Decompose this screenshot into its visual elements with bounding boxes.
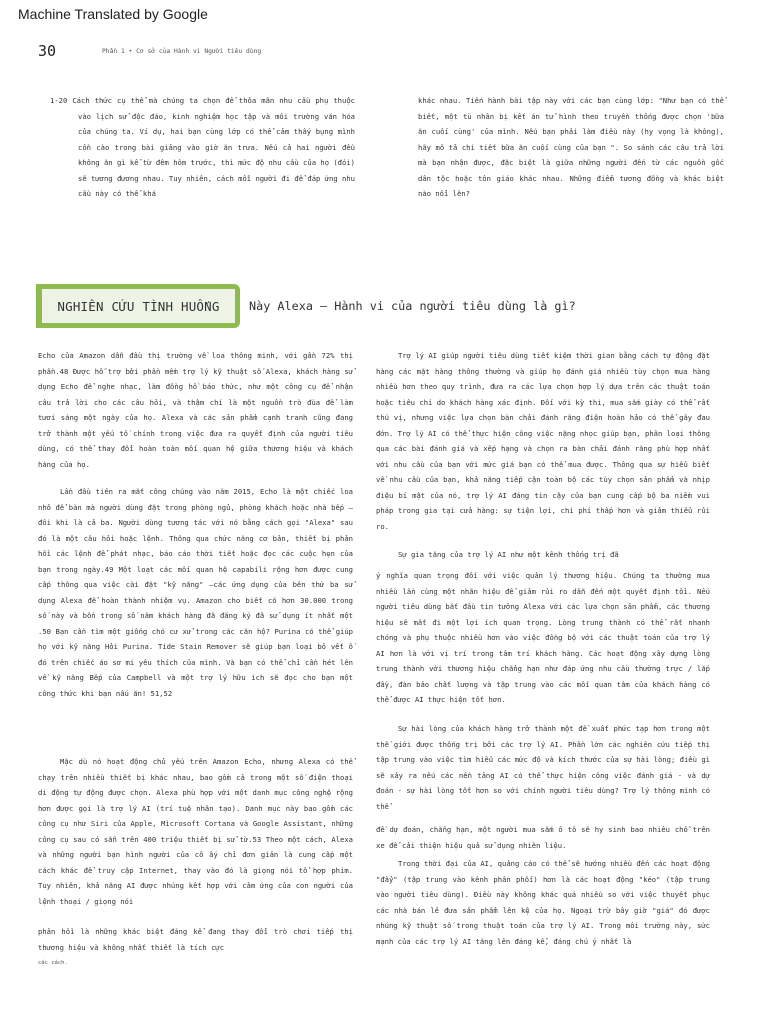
right-paragraph-5: đề dự đoán, chẳng hạn, một người mua sắm ô tô sẽ hy sinh bao nhiêu chỗ trên xe để cải thiện hiệu quả sử dụng nhiên liệu. [376,825,710,850]
exercise-text-left: 1-20 Cách thức cụ thể mà chúng ta chọn để thỏa mãn nhu cầu phụ thuộc vào lịch sử độc đáo, kinh nghiệm học tập và môi trường văn hóa của chúng ta. Ví dụ, hai bạn cùng lớp có thể cảm thấy bụng mình cồn cào trong bài giảng vào giờ ăn trưa. Nếu cả hai người đều không ăn gì kể từ đêm hôm trước, thì mức độ nhu cầu của họ (đói) sẽ tương đương nhau. Tuy nhiên, cách mỗi người đi để đáp ứng nhu cầu này có thể khá [50,96,355,198]
left-paragraph-1: Echo của Amazon dẫn đầu thị trường về loa thông minh, với gần 72% thị phần.48 Được hỗ trợ bởi phần mềm trợ lý kỹ thuật số Alexa, khách hàng sử dụng Echo để nghe nhạc, làm đồng hồ báo thức, như một công cụ để nhận câu trả lời cho các câu hỏi, và thậm chí là một nguồn trò đùa để làm tươi sáng một ngày của họ. Alexa và các sản phẩm cạnh tranh cũng đang trở thành một yếu tố chính trong việc đưa ra quyết định của người tiêu dùng, có thể thay đổi hoàn toàn mối quan hệ giữa thương hiệu và khách hàng của họ. [38,351,353,469]
right-paragraph-3: ý nghĩa quan trọng đối với việc quản lý thương hiệu. Chúng ta thường mua nhiều lần cùng một nhãn hiệu để giảm rủi ro dẫn đến một quyết định tồi. Nếu người tiêu dùng bắt đầu tin tưởng Alexa với các lựa chọn sản phẩm, các thương hiệu sẽ mất đi một lợi ích quan trọng. Lòng trung thành có thể rất nhanh chóng và phụ thuộc nhiều hơn vào việc đồng bộ với các thuật toán của trợ lý AI hơn là với vị trí trong tâm trí khách hàng. Các hoạt động xây dựng lòng trung thành với thương hiệu chẳng hạn như đáp ứng nhu cầu thường trực / lắp đầy, đàn bảo chất lượng và tập trung vào các mối quan tâm của khách hàng có thể được AI thực hiện tốt hơn. [376,571,710,704]
left-paragraph-4: phản hồi là những khác biệt đáng kể đang thay đổi trò chơi tiếp thị thương hiệu và không nhất thiết là tích cực [38,927,353,952]
case-study-label: NGHIÊN CỨU TÌNH HUỐNG [57,298,220,314]
right-paragraph-4: Sự hài lòng của khách hàng trở thành một đề xuất phức tạp hơn trong một thế giới được thống trị bởi các trợ lý AI. Phần lớn các nghiên cứu tiếp thị tập trung vào việc tìm hiểu các mức độ và kích thước của sự hài lòng; điều gì sẽ xảy ra nếu các nền tảng AI có thể thực hiện công việc đánh giá - và dự đoán - sự hài lòng tốt hơn so với chính người tiêu dùng? Trợ lý thông minh có thể [376,724,710,811]
running-head: Phần 1 • Cơ sở của Hành vi Người tiêu dùng [102,48,262,55]
right-paragraph-2: Sự gia tăng của trợ lý AI như một kênh thống trị đã [398,550,619,559]
right-paragraph-1: Trợ lý AI giúp người tiêu dùng tiết kiệm thời gian bằng cách tự động đặt hàng các mặt hàng thông thường và giúp họ đánh giá nhiều tùy chọn mua hàng nhiều hơn theo quy trình, đưa ra các lựa chọn hợp lý dựa trên các thuật toán hoặc tiêu chí do khách hàng xác định. Đối với kỳ thi, mua sắm giày có thể rất thú vị, nhưng việc lựa chọn bàn chải đánh răng điện hoàn hảo có thể gây đau đớn. Trợ lý AI có thể thực hiện công việc nặng nhọc giúp bạn, phân loại thông qua các bài đánh giá và xếp hạng và chọn ra bàn chải đánh răng phù hợp nhất với nhu cầu của bạn với mức giá bạn có thể mua được. Thông qua sự hiểu biết về nhu cầu của bạn, khả năng tiếp cận toàn bộ các tùy chọn sản phẩm và nhịp điệu bí mật của nó, trợ lý AI đáng tin cậy của bạn cung cấp bộ ba niềm vui pháp trong gia tại cửa hàng: sự tiện lợi, chi phí thấp hơn và giảm thiểu rủi ro. [376,351,710,531]
right-paragraph-6: Trong thời đại của AI, quảng cáo có thể sẽ hướng nhiều đến các hoạt động "đẩy" (tập trung vào kênh phân phối) hơn là các hoạt động "kéo" (tập trung vào người tiêu dùng). Điều này không khác quá nhiều so với việc thuyết phục các nhà bán lẻ đưa sản phẩm lên kệ của họ. Ngoại trừ bây giờ "giá" đó được nhúng kỹ thuật số trong thuật toán của trợ lý AI. Trong môi trường này, sức mạnh của các trợ lý AI tăng lên đáng kể, đáng chú ý nhất là [376,859,710,946]
page-number: 30 [38,42,57,60]
translation-banner: Machine Translated by Google [18,6,208,22]
left-fragment: các cách. [38,960,68,966]
case-study-title: Này Alexa — Hành vi của người tiêu dùng là gì? [249,299,576,313]
case-study-label-box [36,284,240,328]
left-paragraph-3: Mặc dù nó hoạt động chủ yếu trên Amazon Echo, nhưng Alexa có thể chạy trên nhiều thiết bị khác nhau, bao gồm cả trong một số điện thoại di động tự động được chọn. Alexa phù hợp với một danh mục công nghệ rộng hơn được gọi là trợ lý AI (trí tuệ nhân tạo). Danh mục này bao gồm các công cụ như Siri của Apple, Microsoft Cortana và Google Assistant, những công cụ sau có sẵn trên 400 triệu thiết bị sử từ.53 Theo một cách, Alexa và những người bạn hình người của cô ấy chỉ đơn giản là cung cấp một cách khác để truy cập Internet, thay vào đó là giọng nói tổ hợp phím. Tuy nhiên, khả năng AI được nhúng kết hợp với cảm ứng của con người của lệnh thoại / giọng nói [38,757,353,906]
case-study-label-inner [42,289,235,323]
exercise-text-right: khác nhau. Tiến hành bài tập này với các bạn cùng lớp: "Như bạn có thể biết, một tù nhân bị kết án tử hình theo truyền thống được chọn 'bữa ăn cuối cùng' của mình. Nếu bạn phải làm điều này (hy vọng là không), hãy mô tả chi tiết bữa ăn cuối cùng của bạn ". So sánh các câu trả lời mà bạn nhận được, đặc biệt là giữa những người đến từ các nguồn gốc dân tộc hoặc tôn giáo khác nhau. Những điểm tương đồng và khác biệt nào nổi lên? [418,96,724,198]
left-paragraph-2: Lần đầu tiên ra mắt công chúng vào năm 2015, Echo là một chiếc loa nhỏ để bàn mà người dùng đặt trong phòng ngủ, phòng khách hoặc nhà bếp – đôi khi là cả ba. Người dùng tương tác với nó bằng cách gọi "Alexa" sau đó là một câu hỏi hoặc lệnh. Thông qua chức năng cơ bản, thiết bị phản hồi các lệnh để phát nhạc, báo cáo thời tiết hoặc đọc các cuộc hẹn của bạn trong ngày.49 Một loạt các mối quan hệ capabili rộng hơn được cung cấp thông qua việc cài đặt "kỹ năng" —các ứng dụng của bên thứ ba sử dụng Alexa để hoàn thành nhiệm vụ. Amazon cho biết có hơn 30.000 trong số này và bốn trong số năm khách hàng đã đăng ký đã sử dụng ít nhất một .50 Bạn cần tìm một giống chó cư xử trong các căn hộ? Purina có thể giúp họ với kỹ năng Hỏi Purina. Tide Stain Remover sẽ giúp bạn loại bỏ vết ố đó trên chiếc áo sơ mi yêu thích của mình. Và bạn có thể chỉ cần hét lên về kỹ năng Bếp của Campbell và một trợ lý hữu ích sẽ đọc cho bạn một công thức khi bạn nấu ăn! 51,52 [38,487,353,698]
